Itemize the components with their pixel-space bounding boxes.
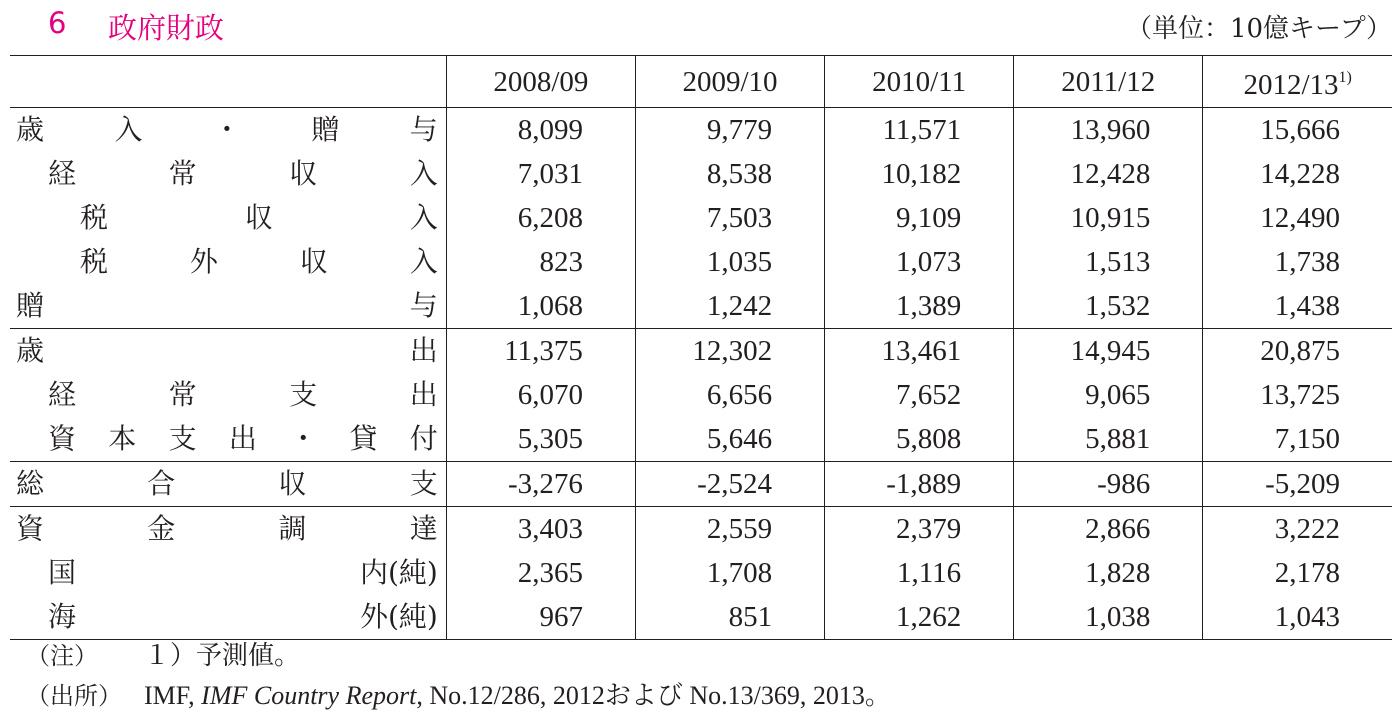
- table-cell: 1,038: [1014, 595, 1203, 640]
- table-cell: 1,068: [446, 284, 635, 329]
- table-cell: 6,208: [446, 196, 635, 240]
- row-label: [10, 373, 446, 417]
- table-cell: 2,178: [1203, 551, 1392, 595]
- table-cell: 10,915: [1014, 196, 1203, 240]
- row-label-char: 収: [299, 245, 328, 278]
- table-cell: 2,379: [825, 507, 1014, 552]
- row-label-char: 資: [48, 422, 77, 455]
- table-cell: 12,302: [635, 329, 824, 374]
- table-cell: 7,031: [446, 152, 635, 196]
- table-cell: 5,808: [825, 417, 1014, 462]
- row-label-char: 収: [278, 467, 307, 500]
- table-cell: 2,866: [1014, 507, 1203, 552]
- table-cell: 6,070: [446, 373, 635, 417]
- row-label-char: 本: [108, 422, 137, 455]
- row-label-char: 歳: [16, 334, 45, 367]
- table-cell: 1,532: [1014, 284, 1203, 329]
- table-row: [10, 551, 1392, 595]
- table-cell: -1,889: [825, 462, 1014, 507]
- row-label-char: 経: [48, 378, 77, 411]
- table-cell: 9,065: [1014, 373, 1203, 417]
- row-label-char: 経: [48, 157, 77, 190]
- row-label-chars: [16, 196, 438, 240]
- row-label-char: 与: [409, 113, 438, 146]
- row-label-char: 収: [289, 157, 318, 190]
- row-label-chars: [16, 152, 438, 196]
- table-row: [10, 240, 1392, 284]
- source-text: [144, 676, 891, 716]
- notes: [26, 636, 891, 716]
- row-label-char: 付: [409, 422, 438, 455]
- row-label-char: 税: [80, 245, 109, 278]
- table-cell: 1,073: [825, 240, 1014, 284]
- row-label-chars: [16, 462, 438, 506]
- row-label: [10, 507, 446, 552]
- column-header: 2009/10: [635, 56, 824, 108]
- row-label: [10, 551, 446, 595]
- table-row: [10, 196, 1392, 240]
- row-label-char: 出: [228, 422, 257, 455]
- row-label: [10, 329, 446, 374]
- table-cell: 1,708: [635, 551, 824, 595]
- table-row: [10, 373, 1392, 417]
- row-label-char: 調: [278, 512, 307, 545]
- table-cell: 3,222: [1203, 507, 1392, 552]
- table-cell: -3,276: [446, 462, 635, 507]
- row-label-char: 収: [244, 201, 273, 234]
- row-label-char: 支: [168, 422, 197, 455]
- table-cell: 1,116: [825, 551, 1014, 595]
- row-label-char: 入: [114, 113, 143, 146]
- table-body: [10, 108, 1392, 640]
- table-cell: 823: [446, 240, 635, 284]
- header-row: [10, 56, 1392, 108]
- source-line: [26, 676, 891, 716]
- row-label-char: 入: [409, 201, 438, 234]
- row-label-char: 与: [409, 289, 438, 322]
- table-cell: 12,490: [1203, 196, 1392, 240]
- row-label-char: 入: [409, 157, 438, 190]
- row-label-char: 常: [168, 378, 197, 411]
- row-label: [10, 462, 446, 507]
- table-cell: 13,960: [1014, 108, 1203, 153]
- table-row: [10, 284, 1392, 329]
- table-cell: 6,656: [635, 373, 824, 417]
- row-label-char: 金: [147, 512, 176, 545]
- table-cell: 7,150: [1203, 417, 1392, 462]
- row-label: [10, 240, 446, 284]
- row-label-char: 内(純): [359, 556, 438, 589]
- table-cell: 11,375: [446, 329, 635, 374]
- row-label-char: ・: [212, 113, 241, 146]
- table-cell: 1,438: [1203, 284, 1392, 329]
- row-label-char: 総: [16, 467, 45, 500]
- table-cell: -2,524: [635, 462, 824, 507]
- table-row: [10, 595, 1392, 640]
- table-cell: 1,389: [825, 284, 1014, 329]
- row-label-char: 贈: [311, 113, 340, 146]
- table-cell: 5,646: [635, 417, 824, 462]
- row-label-char: 出: [409, 334, 438, 367]
- table-cell: 1,242: [635, 284, 824, 329]
- table-cell: -986: [1014, 462, 1203, 507]
- row-label-chars: [16, 240, 438, 284]
- table-cell: 7,503: [635, 196, 824, 240]
- table-cell: 20,875: [1203, 329, 1392, 374]
- row-label-char: 入: [409, 245, 438, 278]
- row-label: [10, 152, 446, 196]
- row-label-char: 合: [147, 467, 176, 500]
- table-cell: 1,262: [825, 595, 1014, 640]
- row-label-char: 資: [16, 512, 45, 545]
- table-cell: 1,828: [1014, 551, 1203, 595]
- row-label-char: 外(純): [359, 600, 438, 633]
- row-label-chars: [16, 551, 438, 595]
- row-label-chars: [16, 284, 438, 328]
- table-cell: 7,652: [825, 373, 1014, 417]
- note-tag: （注）: [26, 642, 98, 670]
- row-label-char: 支: [289, 378, 318, 411]
- source-suffix: , No.12/286, 2012および No.13/369, 2013。: [416, 681, 891, 710]
- table-row: [10, 462, 1392, 507]
- table-cell: 15,666: [1203, 108, 1392, 153]
- table-cell: 1,035: [635, 240, 824, 284]
- table-row: [10, 507, 1392, 552]
- row-label-char: 常: [168, 157, 197, 190]
- row-label-chars: [16, 417, 438, 461]
- column-header: 2011/12: [1014, 56, 1203, 108]
- note-text: １）予測値。: [144, 641, 301, 670]
- header-corner: [10, 56, 446, 108]
- column-header: 2008/09: [446, 56, 635, 108]
- section-number: 6: [48, 6, 67, 40]
- row-label-char: 国: [48, 556, 77, 589]
- source-prefix: IMF,: [144, 681, 202, 710]
- table-cell: 13,725: [1203, 373, 1392, 417]
- table-cell: -5,209: [1203, 462, 1392, 507]
- row-label-char: 支: [409, 467, 438, 500]
- row-label-char: ・: [289, 422, 318, 455]
- source-tag: （出所）: [26, 682, 122, 710]
- table-row: [10, 329, 1392, 374]
- table-cell: 12,428: [1014, 152, 1203, 196]
- row-label-char: 贈: [16, 289, 45, 322]
- table-cell: 1,513: [1014, 240, 1203, 284]
- row-label: [10, 196, 446, 240]
- row-label-chars: [16, 373, 438, 417]
- table-cell: 967: [446, 595, 635, 640]
- column-header: 2010/11: [825, 56, 1014, 108]
- table-row: [10, 108, 1392, 153]
- table-cell: 5,305: [446, 417, 635, 462]
- source-title: IMF Country Report: [201, 681, 417, 710]
- table-cell: 8,538: [635, 152, 824, 196]
- table-cell: 1,738: [1203, 240, 1392, 284]
- table-cell: 11,571: [825, 108, 1014, 153]
- row-label-char: 税: [80, 201, 109, 234]
- table-row: [10, 417, 1392, 462]
- table-cell: 13,461: [825, 329, 1014, 374]
- row-label-char: 貸: [349, 422, 378, 455]
- unit-label: （単位：10億キープ）: [1125, 14, 1392, 44]
- column-header-last: [1203, 56, 1392, 108]
- table-cell: 8,099: [446, 108, 635, 153]
- section-title: 政府財政: [108, 11, 225, 45]
- table-cell: 9,779: [635, 108, 824, 153]
- row-label-char: 外: [189, 245, 218, 278]
- row-label: [10, 417, 446, 462]
- table-cell: 14,945: [1014, 329, 1203, 374]
- column-header-label: 2012/13: [1243, 69, 1339, 101]
- table-cell: 2,559: [635, 507, 824, 552]
- row-label-char: 達: [409, 512, 438, 545]
- table-cell: 10,182: [825, 152, 1014, 196]
- table-cell: 14,228: [1203, 152, 1392, 196]
- fiscal-table: [10, 55, 1392, 640]
- row-label-chars: [16, 507, 438, 551]
- row-label-chars: [16, 108, 438, 152]
- table-cell: 3,403: [446, 507, 635, 552]
- note-line: [26, 636, 891, 676]
- row-label-char: 出: [409, 378, 438, 411]
- table-cell: 1,043: [1203, 595, 1392, 640]
- table-cell: 5,881: [1014, 417, 1203, 462]
- row-label: [10, 108, 446, 153]
- row-label-char: 海: [48, 600, 77, 633]
- table-cell: 9,109: [825, 196, 1014, 240]
- row-label: [10, 595, 446, 640]
- row-label-chars: [16, 595, 438, 639]
- footnote-marker: 1): [1338, 69, 1352, 86]
- page-header: [0, 0, 1400, 52]
- row-label-char: 歳: [16, 113, 45, 146]
- row-label-chars: [16, 329, 438, 373]
- table-cell: 2,365: [446, 551, 635, 595]
- table-row: [10, 152, 1392, 196]
- row-label: [10, 284, 446, 329]
- table-cell: 851: [635, 595, 824, 640]
